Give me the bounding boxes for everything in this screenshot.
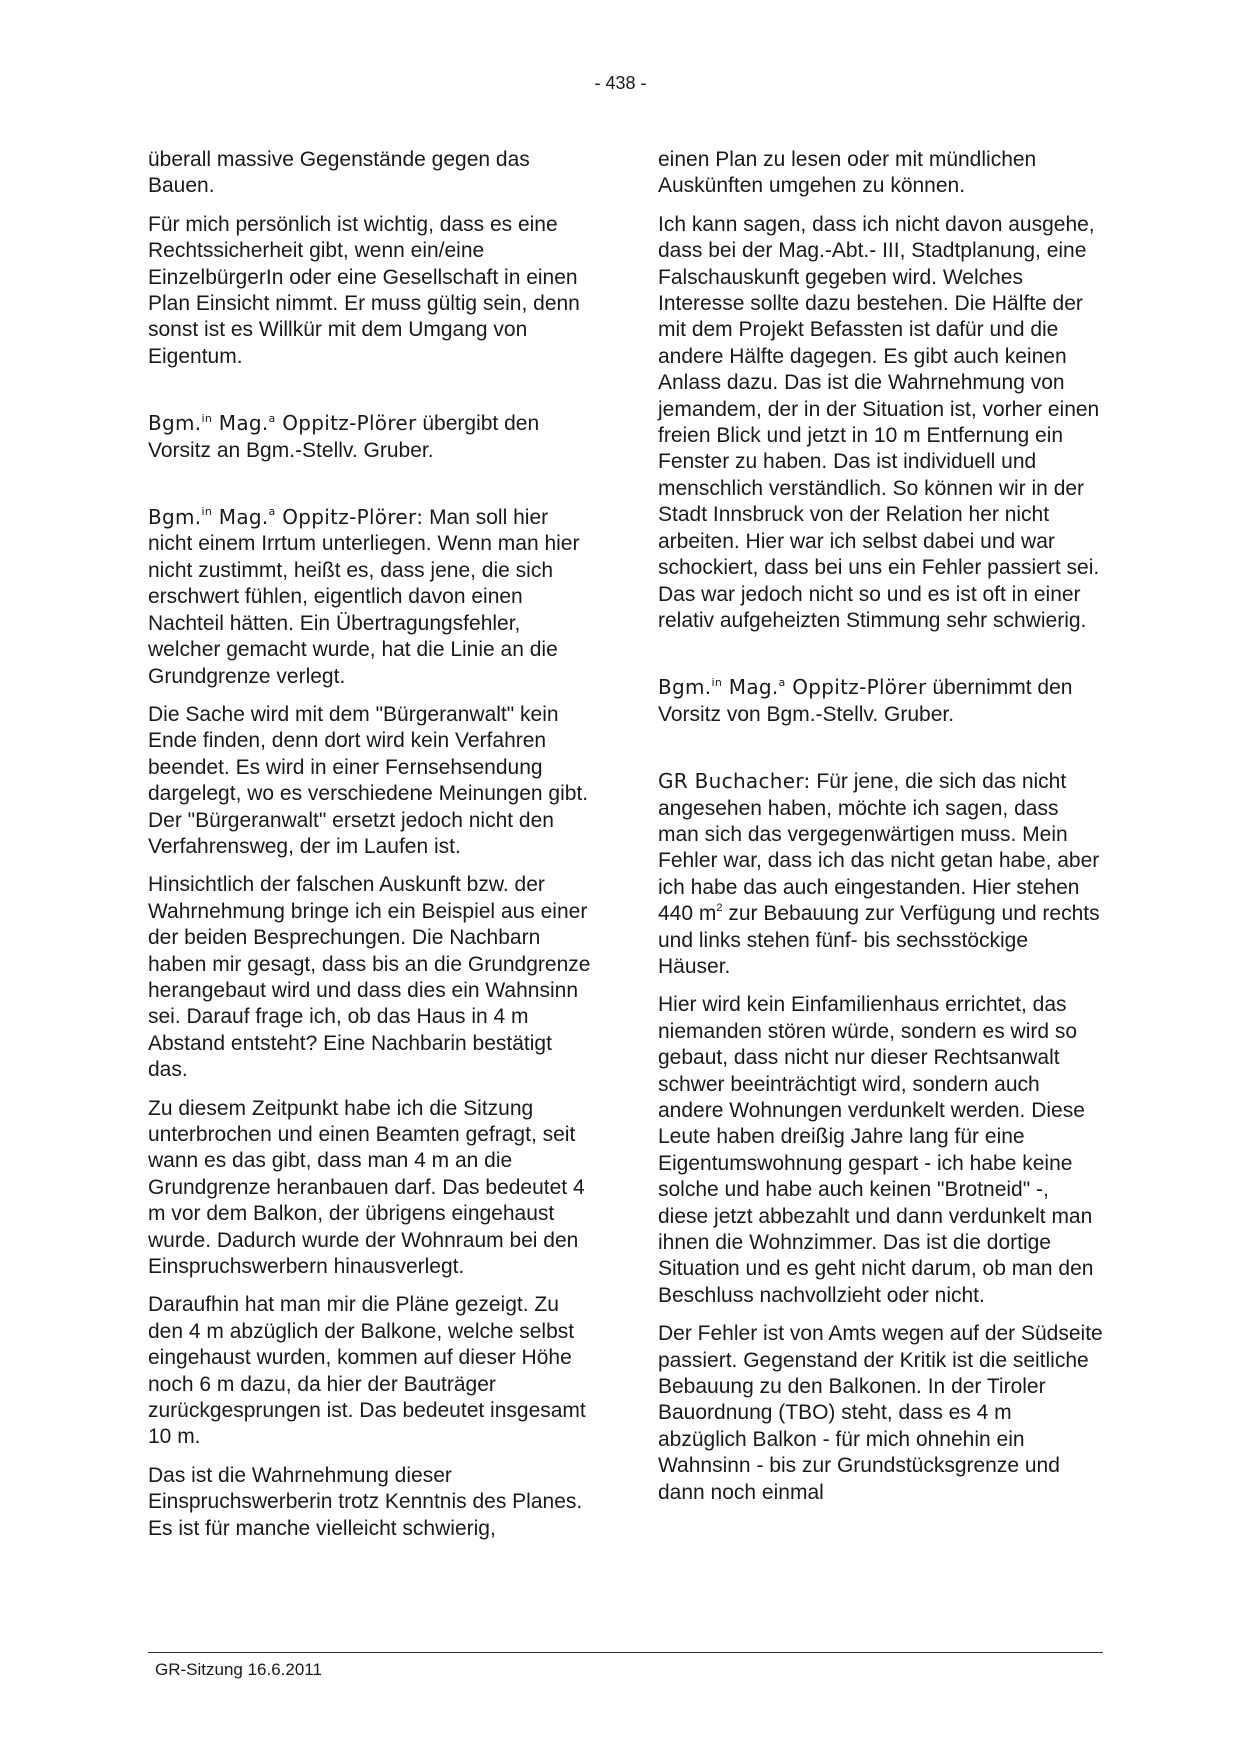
- paragraph: Das ist die Wahrnehmung dieser Einspruchswerberin trotz Kenntnis des Planes. Es ist für manche vielleicht schwierig,: [148, 1463, 583, 1540]
- speaker-name: Bgm.$^{in}$ Mag.$^a$ Oppitz-Plörer:: [148, 505, 424, 530]
- speaker-name: Bgm.$^{in}$ Mag.$^a$ Oppitz-Plörer: [658, 675, 927, 700]
- paragraph: Hier wird kein Einfamilienhaus errichtet, das niemanden stören würde, sondern es wird so gebaut, dass nicht nur dieser Rechtsanwalt schwer beeinträchtigt wird, sondern auch andere Wohnungen verdunkelt werden. Diese Leute haben dreißig Jahre lang für eine Eigentumswohnung gespart - ich habe keine solche und habe auch keinen "Brotneid" -, diese jetzt abbezahlt und dann verdunkelt man ihnen die Wohnzimmer. Das ist die dortige Situation und es geht nicht darum, ob man den Beschluss nachvollzieht oder nicht.: [658, 993, 1094, 1307]
- left-column: [148, 147, 593, 1554]
- page-number: - 438 -: [594, 73, 647, 93]
- speech-paragraph: GR Buchacher: Für jene, die sich das nicht angesehen haben, möchte ich sagen, dass man sich das vergegenwärtigen muss. Mein Fehler war, dass ich das nicht getan habe, aber ich habe das auch eingestanden. Hier stehen 440 $m^2$ zur Bebauung zur Verfügung und rechts und links stehen fünf- bis sechsstöckige Häuser.: [658, 769, 1100, 978]
- paragraph: Ich kann sagen, dass ich nicht davon ausgehe, dass bei der Mag.-Abt.- III, Stadtplanung, eine Falschauskunft gegeben wird. Welches Interesse sollte dazu bestehen. Die Hälfte der mit dem Projekt Befassten ist dafür und die andere Hälfte dagegen. Es gibt auch keinen Anlass dazu. Das ist die Wahrnehmung von jemandem, der in der Situation ist, vorher einen freien Blick und jetzt in 10 m Entfernung ein Fenster zu haben. Das ist individuell und menschlich verständlich. So können wir in der Stadt Innsbruck von der Relation her nicht arbeiten. Hier war ich selbst dabei und war schockiert, dass bei uns ein Fehler passiert sei. Das war jedoch nicht so und es ist oft in einer relativ aufgeheizten Stimmung sehr schwierig.: [658, 212, 1100, 632]
- speech-paragraph: Bgm.$^{in}$ Mag.$^a$ Oppitz-Plörer: Man soll hier nicht einem Irrtum unterliegen. Wenn man hier nicht zustimmt, heißt es, dass jene, die sich erschwert fühlen, eigentlich davon einen Nachteil hätten. Ein Übertragungsfehler, welcher gemacht wurde, hat die Linie an die Grundgrenze verlegt.: [148, 505, 580, 688]
- speaker-name: Bgm.$^{in}$ Mag.$^a$ Oppitz-Plörer: [148, 411, 417, 436]
- paragraph: Daraufhin hat man mir die Pläne gezeigt. Zu den 4 m abzüglich der Balkone, welche selbst eingehaust wurden, kommen auf dieser Höhe noch 6 m dazu, da hier der Bauträger zurückgesprungen ist. Das bedeutet insgesamt 10 m.: [148, 1293, 586, 1449]
- chair-handover-note: Bgm.$^{in}$ Mag.$^a$ Oppitz-Plörer übernimmt den Vorsitz von Bgm.-Stellv. Gruber.: [658, 675, 1073, 726]
- chair-handover-note: Bgm.$^{in}$ Mag.$^a$ Oppitz-Plörer übergibt den Vorsitz an Bgm.-Stellv. Gruber.: [148, 411, 540, 462]
- paragraph: Der Fehler ist von Amts wegen auf der Südseite passiert. Gegenstand der Kritik ist die seitliche Bebauung zu den Balkonen. In der Tiroler Bauordnung (TBO) steht, dass es 4 m abzüglich Balkon - für mich ohnehin ein Wahnsinn - bis zur Grundstücksgrenze und dann noch einmal: [658, 1322, 1103, 1504]
- paragraph: Zu diesem Zeitpunkt habe ich die Sitzung unterbrochen und einen Beamten gefragt, seit wann es das gibt, dass man 4 m an die Grundgrenze heranbauen darf. Das bedeutet 4 m vor dem Balkon, der übrigens eingehaust wurde. Dadurch wurde der Wohnraum bei den Einspruchswerbern hinausverlegt.: [148, 1096, 585, 1279]
- paragraph: überall massive Gegenstände gegen das Bauen.: [148, 148, 530, 198]
- right-column: [658, 147, 1103, 1518]
- paragraph: Hinsichtlich der falschen Auskunft bzw. der Wahrnehmung bringe ich ein Beispiel aus einer der beiden Besprechungen. Die Nachbarn haben mir gesagt, dass bis an die Grundgrenze herangebaut wird und dass dies ein Wahnsinn sei. Darauf frage ich, ob das Haus in 4 m Abstand entsteht? Eine Nachbarin bestätigt das.: [148, 873, 591, 1082]
- footer-divider: [148, 1652, 1103, 1653]
- speaker-name: GR Buchacher:: [658, 769, 811, 794]
- paragraph: Die Sache wird mit dem "Bürgeranwalt" kein Ende finden, denn dort wird kein Verfahren beendet. Es wird in einer Fernsehsendung dargelegt, wo es verschiedene Meinungen gibt. Der "Bürgeranwalt" ersetzt jedoch nicht den Verfahrensweg, der im Laufen ist.: [148, 702, 589, 858]
- footer-text: GR-Sitzung 16.6.2011: [155, 1660, 322, 1679]
- paragraph: einen Plan zu lesen oder mit mündlichen Auskünften umgehen zu können.: [658, 148, 1037, 198]
- paragraph: Für mich persönlich ist wichtig, dass es eine Rechtssicherheit gibt, wenn ein/eine EinzelbürgerIn oder eine Gesellschaft in einen Plan Einsicht nimmt. Er muss gültig sein, denn sonst ist es Willkür mit dem Umgang von Eigentum.: [148, 212, 580, 368]
